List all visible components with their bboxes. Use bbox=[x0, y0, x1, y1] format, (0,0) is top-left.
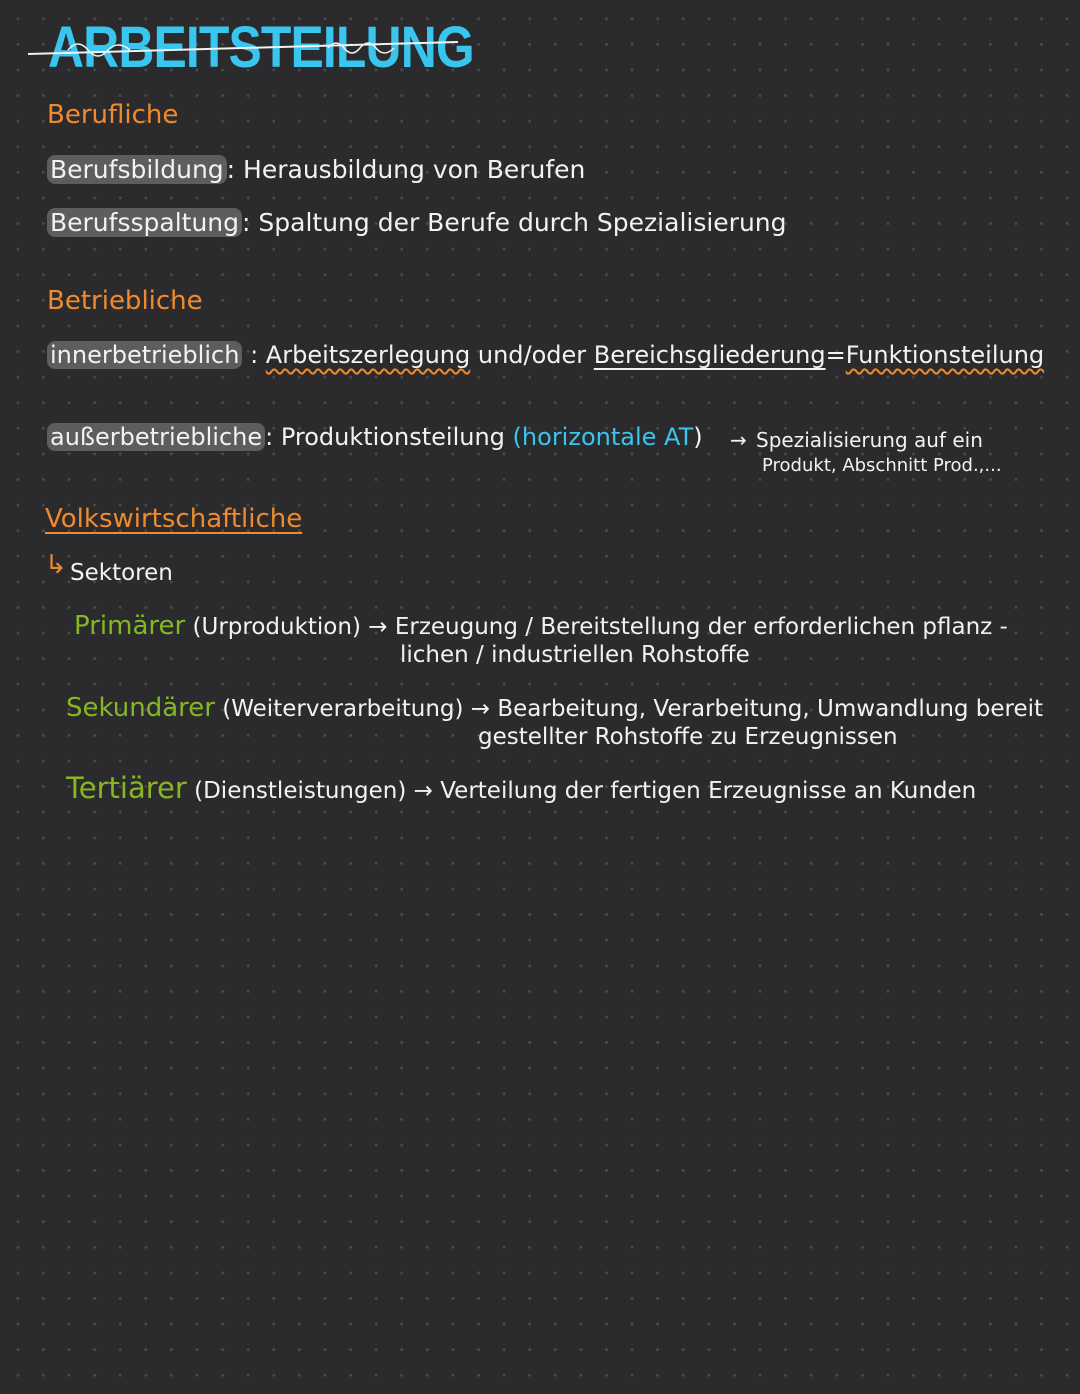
sector-name-sekundaer: Sekundärer bbox=[66, 693, 215, 723]
section-heading-volkswirtschaftliche: Volkswirtschaftliche bbox=[45, 504, 303, 534]
definition-berufsbildung: : Herausbildung von Berufen bbox=[226, 155, 586, 184]
sector-name-primaer: Primärer bbox=[74, 611, 186, 641]
sector-sekundaer-row bbox=[66, 693, 1043, 723]
title-strikethrough-scribble bbox=[28, 30, 460, 70]
sector-paren-tertiaer: (Dienstleistungen) bbox=[194, 778, 407, 804]
sector-paren-primaer: (Urproduktion) bbox=[192, 614, 361, 640]
sector-paren-sekundaer: (Weiterverarbeitung) bbox=[222, 696, 464, 722]
term-ausserbetriebliche: außerbetriebliche bbox=[47, 423, 265, 451]
sector-name-tertiaer: Tertiärer bbox=[66, 771, 187, 805]
term-berufsbildung: Berufsbildung bbox=[47, 155, 227, 184]
arrow-icon: → bbox=[730, 428, 747, 452]
term-funktionsteilung: Funktionsteilung bbox=[845, 341, 1045, 369]
term-innerbetrieblich: innerbetrieblich bbox=[47, 341, 242, 369]
arrow-icon: → bbox=[368, 614, 388, 640]
term-horizontale-at: horizontale AT bbox=[521, 423, 694, 451]
corner-arrow-icon: ↳ bbox=[45, 550, 67, 580]
equals-sign: = bbox=[825, 341, 846, 369]
spezialisierung-line2: Produkt, Abschnitt Prod.,... bbox=[762, 455, 1002, 476]
berufsbildung-row bbox=[47, 155, 585, 184]
berufsspaltung-row bbox=[47, 208, 787, 237]
and-or: und/oder bbox=[477, 341, 587, 369]
term-bereichsgliederung: Bereichsgliederung bbox=[593, 341, 826, 369]
sector-tertiaer-row bbox=[66, 771, 976, 805]
sector-desc-sekundaer-line2: gestellter Rohstoffe zu Erzeugnissen bbox=[478, 724, 898, 750]
sector-desc-primaer-line2: lichen / industriellen Rohstoffe bbox=[400, 642, 750, 668]
term-arbeitszerlegung: Arbeitszerlegung bbox=[265, 341, 471, 369]
section-heading-berufliche: Berufliche bbox=[47, 100, 179, 130]
page-title: ARBEITSTEILUNG bbox=[48, 15, 474, 80]
definition-produktionsteilung: : Produktionsteilung bbox=[265, 423, 505, 451]
arrow-icon: → bbox=[470, 696, 491, 722]
innerbetrieblich-row bbox=[47, 341, 1044, 369]
spezialisierung-line1: Spezialisierung auf ein bbox=[756, 428, 983, 452]
sector-desc-sekundaer-line1: Bearbeitung, Verarbeitung, Umwandlung bereit bbox=[497, 696, 1044, 722]
colon: : bbox=[250, 341, 259, 369]
term-berufsspaltung: Berufsspaltung bbox=[47, 208, 242, 237]
sector-desc-primaer-line1: Erzeugung / Bereitstellung der erforderlichen pflanz - bbox=[394, 614, 1008, 640]
paren-close: ) bbox=[693, 423, 703, 451]
sector-desc-tertiaer-line1: Verteilung der fertigen Erzeugnisse an Kunden bbox=[440, 778, 977, 804]
ausserbetrieblich-row bbox=[47, 423, 703, 451]
sector-primaer-row bbox=[74, 611, 1008, 641]
definition-berufsspaltung: : Spaltung der Berufe durch Spezialisierung bbox=[242, 208, 787, 237]
subheading-sektoren: Sektoren bbox=[70, 560, 173, 586]
arrow-icon: → bbox=[413, 778, 433, 804]
paren-open: ( bbox=[512, 423, 522, 451]
section-heading-betriebliche: Betriebliche bbox=[47, 286, 203, 316]
